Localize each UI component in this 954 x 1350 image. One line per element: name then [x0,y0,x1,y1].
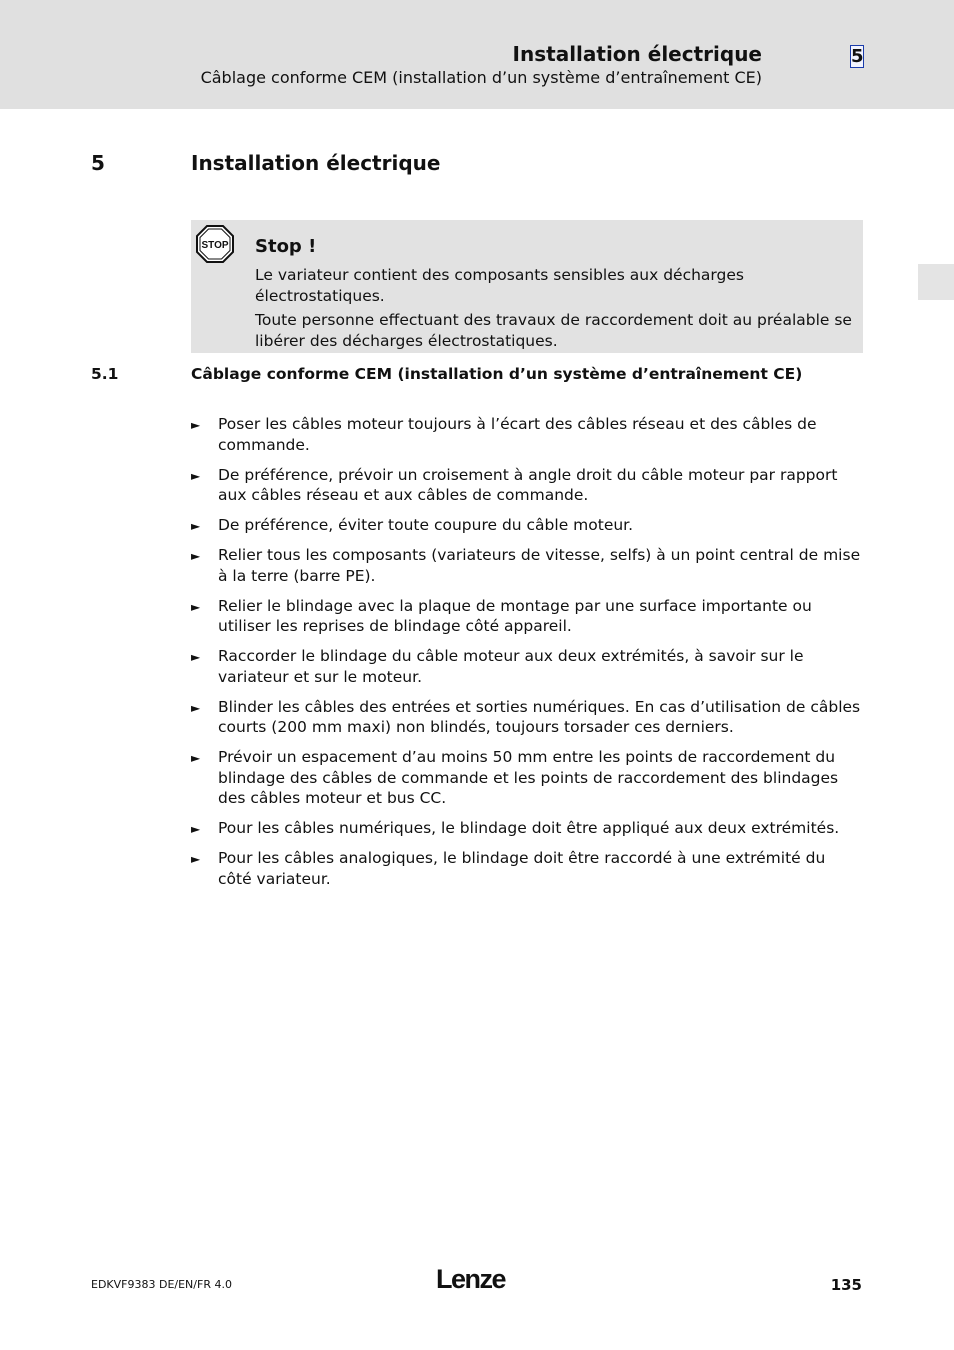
list-item-text: De préférence, éviter toute coupure du câble moteur. [218,516,634,534]
lenze-logo: Lenze [436,1264,506,1294]
side-thumb-tab [918,264,954,300]
list-item-text: Prévoir un espacement d’au moins 50 mm entre les points de raccordement du blindage des câbles de commande et les points de raccordement des blindages des câbles moteur et bus CC. [218,748,839,807]
list-item-text: Relier le blindage avec la plaque de montage par une surface importante ou utiliser les reprises de blindage côté appareil. [218,596,812,635]
list-item [191,596,861,637]
bullet-marker-icon: ► [191,519,201,533]
list-item [191,818,861,839]
list-item-text: Poser les câbles moteur toujours à l’écart des câbles réseau et des câbles de commande. [218,415,817,454]
list-item [191,515,861,536]
bullet-marker-icon: ► [191,549,201,563]
list-item [191,646,861,687]
list-item [191,414,861,455]
page-number: 135 [830,1276,862,1294]
stop-sign-icon [196,225,234,263]
stop-heading: Stop ! [255,236,317,257]
list-item [191,545,861,586]
bullet-marker-icon: ► [191,650,201,664]
list-item-text: Relier tous les composants (variateurs de vitesse, selfs) à un point central de mise à la terre (barre PE). [218,546,861,585]
list-item-text: Pour les câbles analogiques, le blindage doit être raccordé à une extrémité du côté variateur. [218,849,826,888]
header-title: Installation électrique [512,42,762,66]
header-subtitle: Câblage conforme CEM (installation d’un système d’entraînement CE) [200,68,762,87]
list-item [191,465,861,506]
bullet-marker-icon: ► [191,468,201,483]
list-item-text: Pour les câbles numériques, le blindage doit être appliqué aux deux extrémités. [218,819,840,837]
list-item [191,848,861,889]
list-item-text: De préférence, prévoir un croisement à angle droit du câble moteur par rapport aux câbles réseau et aux câbles de commande. [218,465,838,504]
page-header [0,0,954,109]
chapter-number: 5 [91,151,105,175]
stop-sign-label: STOP [201,240,229,251]
bullet-marker-icon: ► [191,599,201,614]
list-item [191,697,861,738]
list-item [191,747,861,809]
chapter-title: Installation électrique [191,151,441,175]
footer-doc-id: EDKVF9383 DE/EN/FR 4.0 [91,1278,232,1291]
bullet-marker-icon: ► [191,751,201,765]
bullet-marker-icon: ► [191,822,201,836]
chapter-badge[interactable]: 5 [851,46,864,67]
list-item-text: Blinder les câbles des entrées et sorties numériques. En cas d’utilisation de câbles courts (200 mm maxi) non blindés, toujours torsader ces derniers. [218,697,861,736]
stop-paragraph: Le variateur contient des composants sensibles aux décharges électrostatiques. [255,266,744,305]
list-item-text: Raccorder le blindage du câble moteur aux deux extrémités, à savoir sur le variateur et sur le moteur. [218,647,804,686]
bullet-marker-icon: ► [191,852,201,866]
bullet-marker-icon: ► [191,418,201,432]
bullet-marker-icon: ► [191,700,201,715]
bullet-list [191,414,861,899]
stop-paragraph: Toute personne effectuant des travaux de raccordement doit au préalable se libérer des décharges électrostatiques. [255,311,852,350]
section-number: 5.1 [91,365,119,383]
stop-notice [191,220,863,353]
section-title: Câblage conforme CEM (installation d’un système d’entraînement CE) [191,365,803,383]
